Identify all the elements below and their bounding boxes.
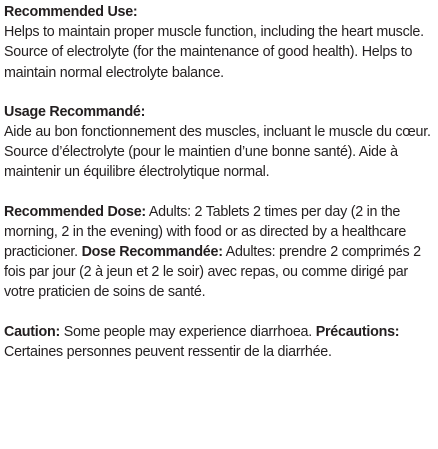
- precautions-text: Certaines personnes peuvent ressentir de la diarrhée.: [4, 343, 332, 360]
- dose-section: [4, 202, 434, 303]
- recommended-use-heading: Recommended Use:: [4, 4, 138, 20]
- dose-recommandee-label: Dose Recommandée:: [81, 244, 223, 261]
- precautions-label: Précautions:: [315, 323, 400, 340]
- usage-recommande-text: Aide au bon fonctionnement des muscles, incluant le muscle du cœur. Source d’électrolyte (pour le maintien d’une bonne santé). Aide à maintenir un équilibre électrolytique normal.: [4, 124, 431, 181]
- usage-recommande-heading: Usage Recommandé:: [4, 103, 146, 120]
- caution-section: [4, 322, 434, 362]
- recommended-use-text: Helps to maintain proper muscle function, including the heart muscle. Source of electrolyte (for the maintenance of good health). Helps to maintain normal electrolyte balance.: [4, 24, 424, 81]
- recommended-dose-label: Recommended Dose:: [4, 203, 146, 220]
- caution-label: Caution:: [4, 323, 60, 340]
- caution-text: Some people may experience diarrhoea.: [59, 323, 316, 340]
- usage-recommande-section: [4, 102, 434, 183]
- recommended-dose-text: Adults: 2 Tablets 2 times per day (2 in the morning, 2 in the evening) with food or as directed by a healthcare practicioner.: [4, 203, 407, 261]
- dose-recommandee-text: Adultes: prendre 2 comprimés 2 fois par jour (2 à jeun et 2 le soir) avec repas, ou comme dirigé par votre praticien de soins de santé.: [4, 244, 421, 301]
- recommended-use-section: [4, 2, 434, 83]
- caution-paragraph: [4, 322, 434, 362]
- dose-paragraph: [4, 202, 434, 303]
